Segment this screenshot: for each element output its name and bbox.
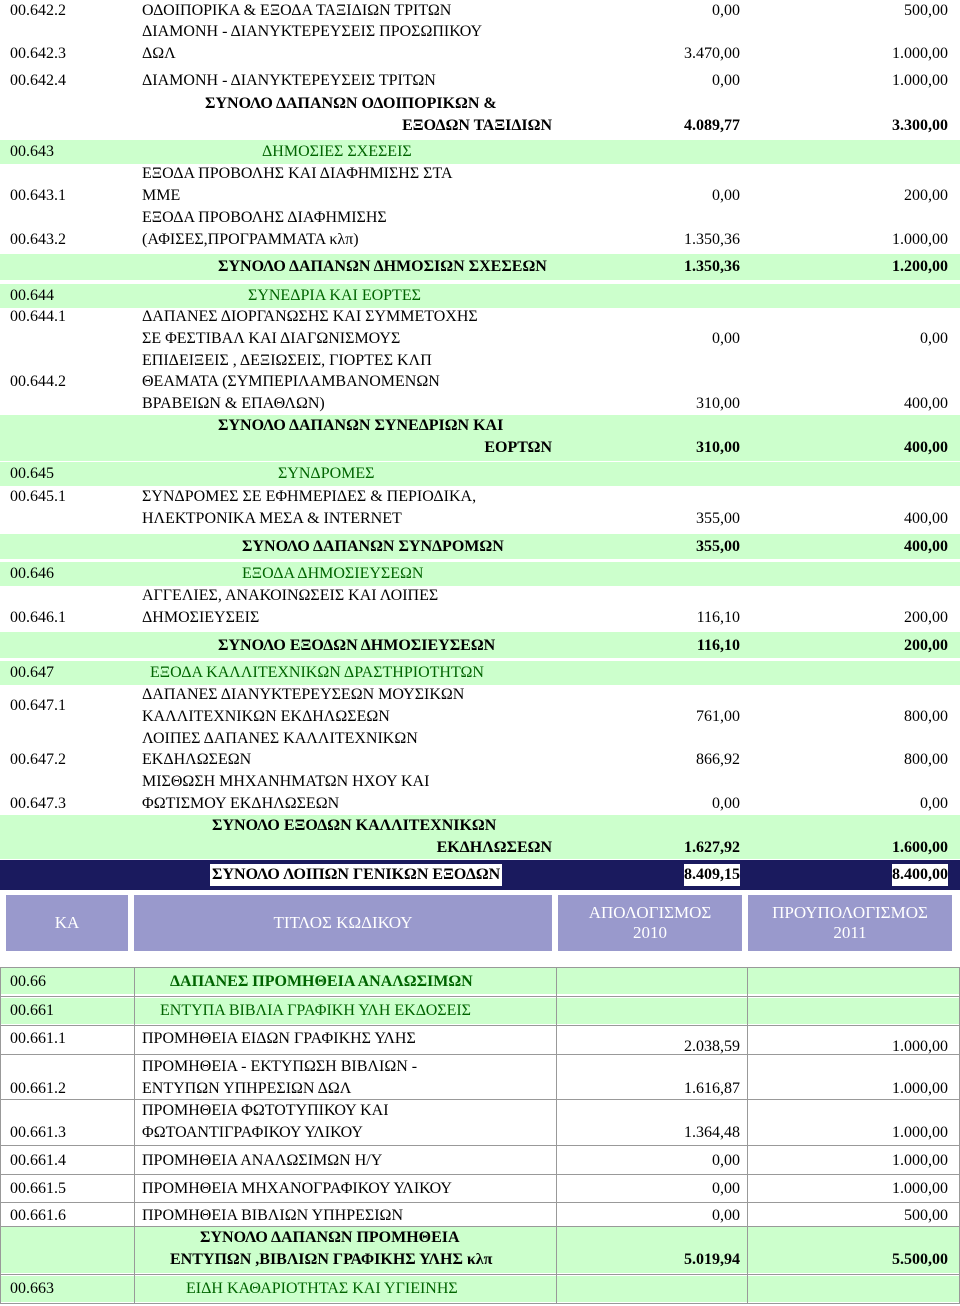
section-code: 00.646 [10, 565, 54, 582]
actual-2010: 0,00 [712, 187, 740, 204]
actual-2010: 116,10 [696, 609, 740, 626]
budget-2011: 1.000,00 [892, 45, 948, 62]
section-code: 00.66 [10, 973, 46, 990]
actual-2010: 2.038,59 [684, 1038, 740, 1055]
section-band [0, 998, 960, 1024]
total-title: ΣΥΝΟΛΟ ΔΑΠΑΝΩΝ ΠΡΟΜΗΘΕΙΑ [200, 1229, 460, 1246]
actual-2010: 1.350,36 [684, 231, 740, 248]
actual-2010: 3.470,00 [684, 45, 740, 62]
total-title: ΕΚΔΗΛΩΣΕΩΝ [436, 839, 552, 856]
actual-2010: 761,00 [696, 708, 740, 725]
total-title: ΣΥΝΟΛΟ ΕΞΟΔΩΝ ΚΑΛΛΙΤΕΧΝΙΚΩΝ [212, 817, 497, 834]
grid-line [0, 1054, 960, 1055]
grid-line [0, 1174, 960, 1175]
title-cell: ΛΟΙΠΕΣ ΔΑΠΑΝΕΣ ΚΑΛΛΙΤΕΧΝΙΚΩΝ [142, 730, 418, 747]
total-actual: 355,00 [696, 538, 740, 555]
section-band [0, 462, 960, 486]
grid-line [0, 996, 960, 997]
grid-line [0, 1202, 960, 1203]
grand-total-budget: 8.400,00 [892, 864, 948, 886]
code-cell: 00.644.1 [10, 308, 66, 325]
grid-line [134, 967, 135, 1303]
actual-2010: 310,00 [696, 395, 740, 412]
code-cell: 00.647.3 [10, 795, 66, 812]
budget-2011: 0,00 [920, 330, 948, 347]
section-title: ΕΙΔΗ ΚΑΘΑΡΙΟΤΗΤΑΣ ΚΑΙ ΥΓΙΕΙΝΗΣ [186, 1280, 458, 1297]
code-cell: 00.647.1 [10, 697, 66, 714]
code-cell: 00.642.4 [10, 72, 66, 89]
budget-2011: 1.000,00 [892, 1152, 948, 1169]
grand-total-actual: 8.409,15 [684, 864, 740, 886]
grid-line [0, 1145, 960, 1146]
actual-2010: 1.364,48 [684, 1124, 740, 1141]
title-cell: ΠΡΟΜΗΘΕΙΑ ΦΩΤΟΤΥΠΙΚΟΥ ΚΑΙ [142, 1102, 389, 1119]
section-title: ΕΞΟΔΑ ΔΗΜΟΣΙΕΥΣΕΩΝ [242, 565, 424, 582]
title-cell: ΕΚΔΗΛΩΣΕΩΝ [142, 751, 252, 768]
title-cell: ΕΞΟΔΑ ΠΡΟΒΟΛΗΣ ΚΑΙ ΔΙΑΦΗΜΙΣΗΣ ΣΤΑ [142, 165, 453, 182]
code-cell: 00.661.2 [10, 1080, 66, 1097]
title-cell: ΔΩΛ [142, 45, 176, 62]
title-cell: ΟΔΟΙΠΟΡΙΚΑ & ΕΞΟΔΑ ΤΑΞΙΔΙΩΝ ΤΡΙΤΩΝ [142, 2, 452, 19]
title-cell: (ΑΦΙΣΕΣ,ΠΡΟΓΡΑΜΜΑΤΑ κλπ) [142, 231, 359, 248]
total-title: ΣΥΝΟΛΟ ΔΑΠΑΝΩΝ ΣΥΝΕΔΡΙΩΝ ΚΑΙ [218, 417, 504, 434]
title-cell: ΣΕ ΦΕΣΤΙΒΑΛ ΚΑΙ ΔΙΑΓΩΝΙΣΜΟΥΣ [142, 330, 401, 347]
section-title: ΣΥΝΔΡΟΜΕΣ [278, 465, 375, 482]
actual-2010: 0,00 [712, 2, 740, 19]
budget-2011: 800,00 [904, 708, 948, 725]
total-actual: 310,00 [696, 439, 740, 456]
title-cell: ΕΝΤΥΠΩΝ ΥΠΗΡΕΣΙΩΝ ΔΩΛ [142, 1080, 352, 1097]
header-budget-2011: ΠΡΟΥΠΟΛΟΓΙΣΜΟΣ 2011 [746, 893, 954, 953]
title-cell: ΜΙΣΘΩΣΗ ΜΗΧΑΝΗΜΑΤΩΝ ΗΧΟΥ ΚΑΙ [142, 773, 430, 790]
header-ka: ΚΑ [4, 893, 130, 953]
total-title: ΣΥΝΟΛΟ ΔΑΠΑΝΩΝ ΔΗΜΟΣΙΩΝ ΣΧΕΣΕΩΝ [218, 258, 547, 275]
total-actual: 116,10 [696, 637, 740, 654]
title-cell: ΣΥΝΔΡΟΜΕΣ ΣΕ ΕΦΗΜΕΡΙΔΕΣ & ΠΕΡΙΟΔΙΚΑ, [142, 488, 477, 505]
actual-2010: 0,00 [712, 1180, 740, 1197]
actual-2010: 0,00 [712, 1152, 740, 1169]
title-cell: ΕΞΟΔΑ ΠΡΟΒΟΛΗΣ ΔΙΑΦΗΜΙΣΗΣ [142, 209, 387, 226]
grand-total-title: ΣΥΝΟΛΟ ΛΟΙΠΩΝ ΓΕΝΙΚΩΝ ΕΞΟΔΩΝ [210, 864, 502, 886]
budget-2011: 500,00 [904, 1207, 948, 1224]
total-title: ΣΥΝΟΛΟ ΔΑΠΑΝΩΝ ΣΥΝΔΡΟΜΩΝ [242, 538, 504, 555]
title-cell: ΔΙΑΜΟΝΗ - ΔΙΑΝΥΚΤΕΡΕΥΣΕΙΣ ΤΡΙΤΩΝ [142, 72, 436, 89]
code-cell: 00.661.4 [10, 1152, 66, 1169]
section-code: 00.647 [10, 664, 54, 681]
code-cell: 00.642.2 [10, 2, 66, 19]
code-cell: 00.646.1 [10, 609, 66, 626]
section-title: ΔΑΠΑΝΕΣ ΠΡΟΜΗΘΕΙΑ ΑΝΑΛΩΣΙΜΩΝ [170, 973, 473, 990]
title-cell: ΑΓΓΕΛΙΕΣ, ΑΝΑΚΟΙΝΩΣΕΙΣ ΚΑΙ ΛΟΙΠΕΣ [142, 587, 439, 604]
total-actual: 1.627,92 [684, 839, 740, 856]
grid-line [556, 967, 557, 1303]
code-cell: 00.661.1 [10, 1030, 66, 1047]
section-title: ΣΥΝΕΔΡΙΑ ΚΑΙ ΕΟΡΤΕΣ [248, 287, 421, 304]
actual-2010: 0,00 [712, 330, 740, 347]
actual-2010: 1.616,87 [684, 1080, 740, 1097]
code-cell: 00.645.1 [10, 488, 66, 505]
budget-2011: 0,00 [920, 795, 948, 812]
grid-line [0, 1274, 960, 1275]
section-title: ΕΞΟΔΑ ΚΑΛΛΙΤΕΧΝΙΚΩΝ ΔΡΑΣΤΗΡΙΟΤΗΤΩΝ [150, 664, 484, 681]
budget-2011: 1.000,00 [892, 72, 948, 89]
title-cell: ΚΑΛΛΙΤΕΧΝΙΚΩΝ ΕΚΔΗΛΩΣΕΩΝ [142, 708, 390, 725]
title-cell: ΔΙΑΜΟΝΗ - ΔΙΑΝΥΚΤΕΡΕΥΣΕΙΣ ΠΡΟΣΩΠΙΚΟΥ [142, 23, 482, 40]
budget-2011: 400,00 [904, 395, 948, 412]
code-cell: 00.642.3 [10, 45, 66, 62]
budget-2011: 800,00 [904, 751, 948, 768]
total-title: ΕΝΤΥΠΩΝ ,ΒΙΒΛΙΩΝ ΓΡΑΦΙΚΗΣ ΥΛΗΣ κλπ [170, 1251, 493, 1268]
grid-line [0, 967, 960, 968]
actual-2010: 0,00 [712, 795, 740, 812]
section-title: ΔΗΜΟΣΙΕΣ ΣΧΕΣΕΙΣ [262, 143, 412, 160]
budget-2011: 500,00 [904, 2, 948, 19]
title-cell: ΔΑΠΑΝΕΣ ΔΙΟΡΓΑΝΩΣΗΣ ΚΑΙ ΣΥΜΜΕΤΟΧΗΣ [142, 308, 478, 325]
code-cell: 00.661.5 [10, 1180, 66, 1197]
total-budget: 3.300,00 [892, 117, 948, 134]
total-budget: 1.200,00 [892, 258, 948, 275]
total-budget: 400,00 [904, 538, 948, 555]
budget-2011: 1.000,00 [892, 1038, 948, 1055]
title-cell: ΒΡΑΒΕΙΩΝ & ΕΠΑΘΛΩΝ) [142, 395, 325, 412]
budget-2011: 200,00 [904, 609, 948, 626]
section-code: 00.644 [10, 287, 54, 304]
total-actual: 4.089,77 [684, 117, 740, 134]
section-band [0, 562, 960, 586]
total-title: ΕΟΡΤΩΝ [484, 439, 552, 456]
total-title: ΕΞΟΔΩΝ ΤΑΞΙΔΙΩΝ [402, 117, 552, 134]
grid-line [0, 1025, 960, 1026]
total-title: ΣΥΝΟΛΟ ΔΑΠΑΝΩΝ ΟΔΟΙΠΟΡΙΚΩΝ & [205, 95, 497, 112]
actual-2010: 0,00 [712, 72, 740, 89]
title-cell: ΔΗΜΟΣΙΕΥΣΕΙΣ [142, 609, 260, 626]
total-budget: 1.600,00 [892, 839, 948, 856]
budget-2011: 1.000,00 [892, 1180, 948, 1197]
budget-2011: 400,00 [904, 510, 948, 527]
title-cell: ΠΡΟΜΗΘΕΙΑ ΑΝΑΛΩΣΙΜΩΝ Η/Υ [142, 1152, 383, 1169]
section-band [0, 968, 960, 994]
actual-2010: 866,92 [696, 751, 740, 768]
title-cell: ΘΕΑΜΑΤΑ (ΣΥΜΠΕΡΙΛΑΜΒΑΝΟΜΕΝΩΝ [142, 373, 440, 390]
total-actual: 5.019,94 [684, 1251, 740, 1268]
title-cell: ΔΑΠΑΝΕΣ ΔΙΑΝΥΚΤΕΡΕΥΣΕΩΝ ΜΟΥΣΙΚΩΝ [142, 686, 465, 703]
title-cell: ΠΡΟΜΗΘΕΙΑ - ΕΚΤΥΠΩΣΗ ΒΙΒΛΙΩΝ - [142, 1058, 418, 1075]
title-cell: ΦΩΤΟΑΝΤΙΓΡΑΦΙΚΟΥ ΥΛΙΚΟΥ [142, 1124, 363, 1141]
section-band [0, 284, 960, 308]
section-band [0, 140, 960, 164]
code-cell: 00.644.2 [10, 373, 66, 390]
total-actual: 1.350,36 [684, 258, 740, 275]
budget-2011: 200,00 [904, 187, 948, 204]
title-cell: ΠΡΟΜΗΘΕΙΑ ΕΙΔΩΝ ΓΡΑΦΙΚΗΣ ΥΛΗΣ [142, 1030, 416, 1047]
header-title: ΤΙΤΛΟΣ ΚΩΔΙΚΟΥ [132, 893, 554, 953]
section-title: ΕΝΤΥΠΑ ΒΙΒΛΙΑ ΓΡΑΦΙΚΗ ΥΛΗ ΕΚΔΟΣΕΙΣ [160, 1002, 471, 1019]
budget-2011: 1.000,00 [892, 231, 948, 248]
section-code: 00.645 [10, 465, 54, 482]
title-cell: ΕΠΙΔΕΙΞΕΙΣ , ΔΕΞΙΩΣΕΙΣ, ΓΙΟΡΤΕΣ ΚΛΠ [142, 352, 432, 369]
grid-line [0, 967, 1, 1303]
title-cell: ΠΡΟΜΗΘΕΙΑ ΜΗΧΑΝΟΓΡΑΦΙΚΟΥ ΥΛΙΚΟΥ [142, 1180, 452, 1197]
code-cell: 00.661.3 [10, 1124, 66, 1141]
actual-2010: 0,00 [712, 1207, 740, 1224]
code-cell: 00.661.6 [10, 1207, 66, 1224]
code-cell: 00.643.2 [10, 231, 66, 248]
section-code: 00.661 [10, 1002, 54, 1019]
section-band [0, 1276, 960, 1302]
header-actual-2010: ΑΠΟΛΟΓΙΣΜΟΣ 2010 [556, 893, 744, 953]
grid-line [747, 967, 748, 1303]
code-cell: 00.643.1 [10, 187, 66, 204]
budget-2011: 1.000,00 [892, 1124, 948, 1141]
title-cell: ΜΜΕ [142, 187, 181, 204]
total-budget: 200,00 [904, 637, 948, 654]
title-cell: ΦΩΤΙΣΜΟΥ ΕΚΔΗΛΩΣΕΩΝ [142, 795, 340, 812]
grid-line [0, 1303, 960, 1304]
total-title: ΣΥΝΟΛΟ ΕΞΟΔΩΝ ΔΗΜΟΣΙΕΥΣΕΩΝ [218, 637, 496, 654]
total-budget: 5.500,00 [892, 1251, 948, 1268]
code-cell: 00.647.2 [10, 751, 66, 768]
title-cell: ΠΡΟΜΗΘΕΙΑ ΒΙΒΛΙΩΝ ΥΠΗΡΕΣΙΩΝ [142, 1207, 403, 1224]
title-cell: ΗΛΕΚΤΡΟΝΙΚΑ ΜΕΣΑ & INTERNET [142, 510, 402, 527]
budget-2011: 1.000,00 [892, 1080, 948, 1097]
section-code: 00.663 [10, 1280, 54, 1297]
actual-2010: 355,00 [696, 510, 740, 527]
total-budget: 400,00 [904, 439, 948, 456]
section-code: 00.643 [10, 143, 54, 160]
